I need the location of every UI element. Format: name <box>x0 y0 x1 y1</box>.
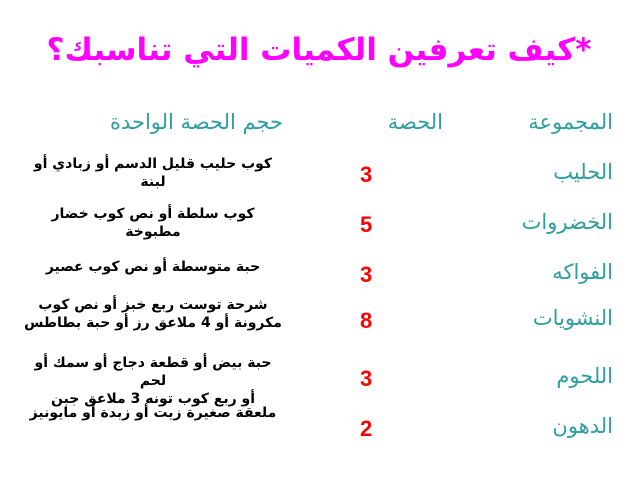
serving-desc-line: ملعقة صغيرة زيت أو زبدة أو مايونيز <box>29 405 277 421</box>
group-name: الفواكه <box>552 260 613 284</box>
serving-desc <box>23 404 283 422</box>
serving-desc-line: حبة بيض أو قطعة دجاج أو سمك أو لحم <box>34 355 272 389</box>
serving-desc-line: حبة متوسطة أو نص كوب عصير <box>45 259 261 275</box>
header-portion: الحصة <box>387 110 443 134</box>
portion-count: 2 <box>360 416 373 441</box>
group-name: الدهون <box>552 414 613 438</box>
header-group: المجموعة <box>528 110 613 134</box>
group-name: الحليب <box>553 160 613 184</box>
serving-desc <box>23 155 283 191</box>
header-serving-size: حجم الحصة الواحدة <box>109 110 283 134</box>
group-name: الخضروات <box>521 210 613 234</box>
serving-desc <box>23 354 283 408</box>
serving-desc <box>23 296 283 332</box>
portion-count: 3 <box>360 262 373 287</box>
portion-count: 3 <box>360 366 373 391</box>
group-name: النشويات <box>532 306 613 330</box>
portion-count: 8 <box>360 308 373 333</box>
serving-desc-line: كوب حليب قليل الدسم أو زبادي أو لبنة <box>33 156 273 190</box>
portion-count: 3 <box>360 162 373 187</box>
serving-desc-line: كوب سلطة أو نص كوب خضار مطبوخة <box>51 206 255 240</box>
serving-desc-line: شرحة توست ربع خبز أو نص كوب <box>38 297 268 313</box>
serving-desc-line: أو ربع كوب تونه 3 ملاعق جبن <box>50 391 256 407</box>
serving-desc <box>23 258 283 276</box>
portion-count: 5 <box>360 212 373 237</box>
page-title: *كيف تعرفين الكميات التي تناسبك؟ <box>46 32 592 68</box>
serving-desc-line: مكرونة أو 4 ملاعق رز أو حبة بطاطس <box>24 315 282 331</box>
serving-desc <box>23 205 283 241</box>
group-name: اللحوم <box>556 364 613 388</box>
